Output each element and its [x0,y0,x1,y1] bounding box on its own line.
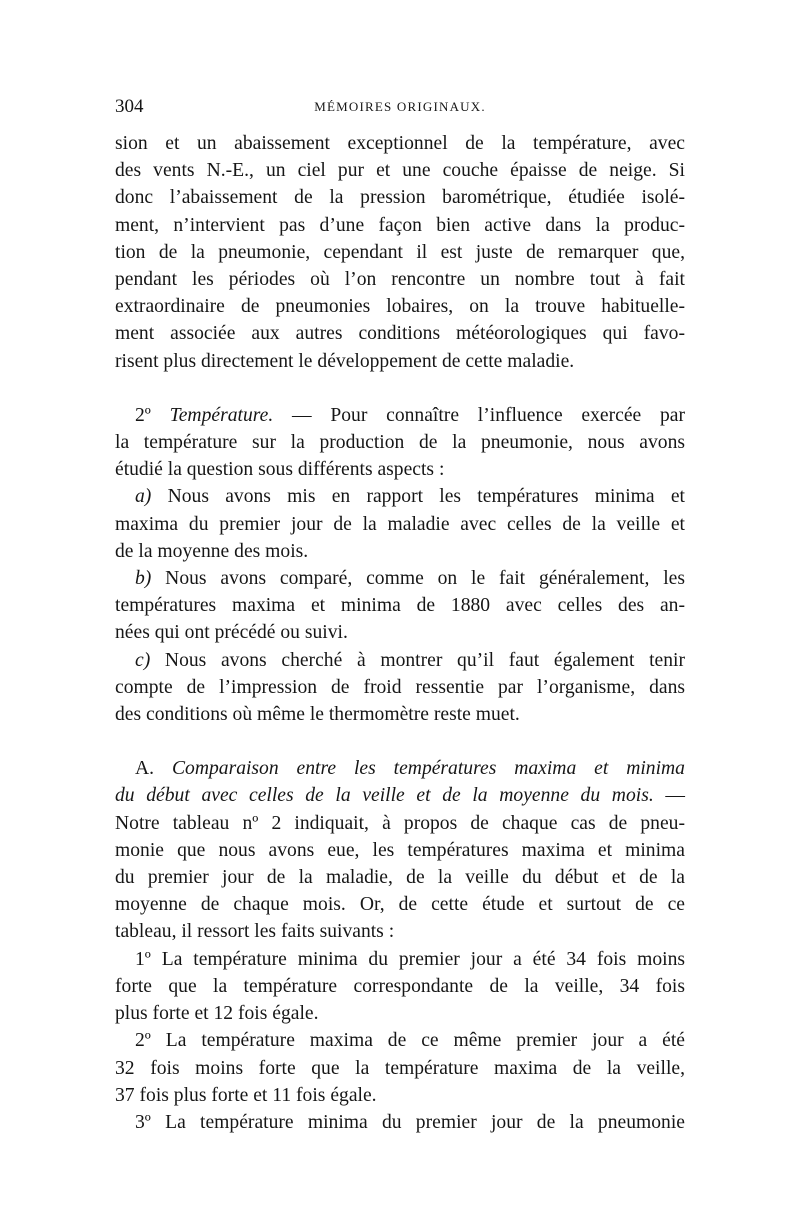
text-line: tion de la pneumonie, cependant il est juste de remarquer que, [115,241,685,263]
text-line: Notre tableau nº 2 indiquait, à propos de chaque cas de pneu- [115,812,685,834]
text-line: monie que nous avons eue, les températures maxima et minima [115,839,685,861]
list-item-b [115,565,685,592]
text-line: des conditions où même le thermomètre reste muet. [115,704,520,726]
text-line: compte de l’impression de froid ressentie par l’organisme, dans [115,676,685,698]
text-span: Nous avons comparé, comme on le fait généralement, les [151,568,685,590]
text-line: du premier jour de la maladie, de la veille du début et de la [115,867,685,889]
text-line: 2º La température maxima de ce même premier jour a été [135,1030,685,1052]
text-line: nées qui ont précédé ou suivi. [115,622,348,644]
text-span: — Pour connaître l’influence exercée par [273,404,685,426]
text-line: plus forte et 12 fois égale. [115,1003,319,1025]
text-line: 3º La température minima du premier jour de la pneumonie [135,1111,685,1133]
section-number: 2º [135,404,170,426]
text-line: la température sur la production de la pneumonie, nous avons [115,432,685,454]
text-line: 37 fois plus forte et 11 fois égale. [115,1084,377,1106]
text-line: ment associée aux autres conditions météorologiques qui favo- [115,323,685,345]
text-line: tableau, il ressort les faits suivants : [115,921,395,943]
text-line: maxima du premier jour de la maladie avec celles de la veille et [115,513,685,535]
list-item-a [115,483,685,510]
text-line: étudié la question sous différents aspects : [115,459,445,481]
list-label: c) [135,649,151,671]
list-label: a) [135,486,152,508]
text-line: de la moyenne des mois. [115,540,309,562]
text-line: 1º La température minima du premier jour a été 34 fois moins [135,948,685,970]
text-line: forte que la température correspondante de la veille, 34 fois [115,975,685,997]
text-span: Nous avons mis en rapport les températures minima et [151,486,685,508]
text-line: pendant les périodes où l’on rencontre un nombre tout à fait [115,269,685,291]
section-title: Température. [169,404,274,426]
list-label: b) [135,568,152,590]
text-line: sion et un abaissement exceptionnel de la température, avec [115,133,685,154]
subsection-title: Comparaison entre les températures maxima et minima [171,758,685,780]
text-line: extraordinaire de pneumonies lobaires, on la trouve habituelle- [115,296,685,318]
subsection-heading-line [115,755,685,782]
text-line: températures maxima et minima de 1880 avec celles des an- [115,595,685,617]
subsection-title: du début avec celles de la veille et de la moyenne du mois. [115,785,654,807]
section-heading-line [115,402,685,429]
text-span: — [653,785,685,807]
body-text [115,130,685,1136]
text-line: donc l’abaissement de la pression barométrique, étudiée isolé- [115,187,685,209]
text-line: risent plus directement le développement de cette maladie. [115,350,575,372]
text-line: des vents N.-E., un ciel pur et une couche épaisse de neige. Si [115,160,685,182]
text-span: Nous avons cherché à montrer qu’il faut également tenir [150,649,685,671]
text-line: moyenne de chaque mois. Or, de cette étude et surtout de ce [115,894,685,916]
subsection-heading-line [115,782,685,809]
page-number: 304 [115,96,144,117]
running-title: MÉMOIRES ORIGINAUX. [314,99,486,114]
text-line: 32 fois moins forte que la température maxima de la veille, [115,1057,685,1079]
page-header [115,96,685,126]
list-item-c [115,647,685,674]
subsection-letter: A. [135,758,172,780]
text-line: ment, n’intervient pas d’une façon bien active dans la produc- [115,214,685,236]
